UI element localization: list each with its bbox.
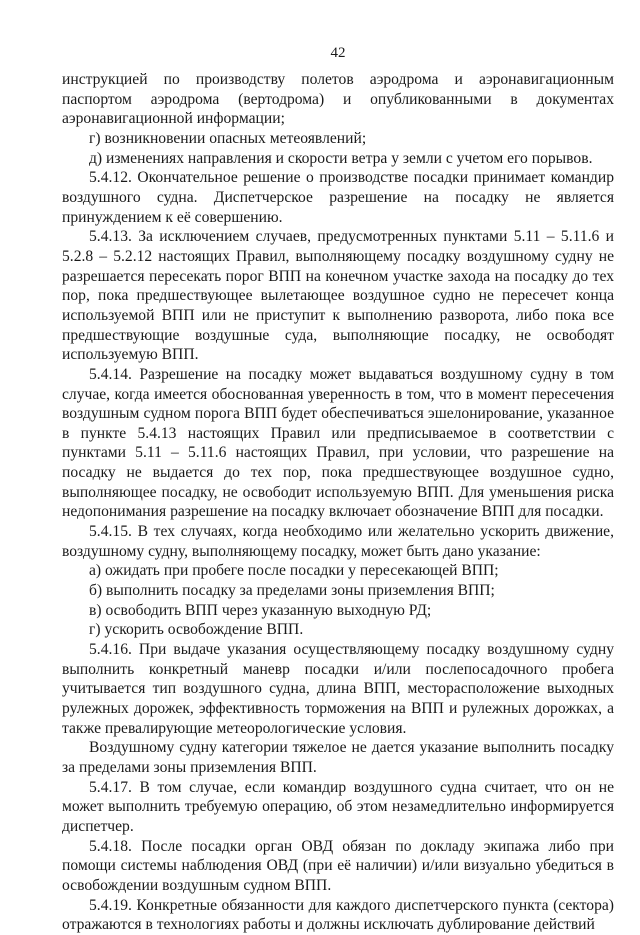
paragraph-5-4-13: 5.4.13. За исключением случаев, предусмотренных пунктами 5.11 – 5.11.6 и 5.2.8 – 5.2.12 настоящих Правил, выполняющему посадку воздушному судну не разрешается пересекать порог ВПП на конечном участке захода на посадку до тех пор, пока предшествующее вылетающее воздушное судно не пересечет конца используемой ВПП или не приступит к выполнению разворота, либо пока все предшествующие воздушные суда, выполняющие посадку, не освободят используемую ВПП. <box>62 228 614 364</box>
document-page <box>62 0 614 934</box>
paragraph-5-4-14: 5.4.14. Разрешение на посадку может выдаваться воздушному судну в том случае, когда имеется обоснованная уверенность в том, что в момент пересечения воздушным судном порога ВПП будет обеспечиваться эшелонирование, указанное в пункте 5.4.13 настоящих Правил или предписываемое в соответствии с пунктами 5.11 – 5.11.6 настоящих Правил, при условии, что разрешение на посадку не выдается до тех пор, пока предшествующее воздушное судно, выполняющее посадку, не освободит используемую ВПП. Для уменьшения риска недопонимания разрешение на посадку включает обозначение ВПП для посадки. <box>62 365 614 521</box>
paragraph-5-4-18: 5.4.18. После посадки орган ОВД обязан по докладу экипажа либо при помощи системы наблюдения ОВД (при её наличии) и/или визуально убедиться в освобождении воздушным судном ВПП. <box>62 837 614 894</box>
list-item-b: б) выполнить посадку за пределами зоны приземления ВПП; <box>89 582 495 600</box>
paragraph-continuation: инструкцией по производству полетов аэродрома и аэронавигационным паспортом аэродрома (вертодрома) и опубликованными в документах аэронавигационной информации; <box>62 71 614 128</box>
page-number: 42 <box>330 45 346 61</box>
paragraph-5-4-15: 5.4.15. В тех случаях, когда необходимо или желательно ускорить движение, воздушному судну, выполняющему посадку, может быть дано указание: <box>62 523 614 560</box>
paragraph-5-4-16: 5.4.16. При выдаче указания осуществляющему посадку воздушному судну выполнить конкретный маневр посадки и/или послепосадочного пробега учитывается тип воздушного судна, длина ВПП, месторасположение выходных рулежных дорожек, эффективность торможения на ВПП и рулежных дорожках, а также превалирующие метеорологические условия. <box>62 641 614 737</box>
paragraph-5-4-19: 5.4.19. Конкретные обязанности для каждого диспетчерского пункта (сектора) отражаются в технологиях работы и должны исключать дублирование действий <box>62 896 614 934</box>
list-item-g: г) ускорить освобождение ВПП. <box>89 621 304 639</box>
paragraph-heavy-aircraft: Воздушному судну категории тяжелое не дается указание выполнить посадку за пределами зоны приземления ВПП. <box>62 739 614 776</box>
list-item-a: а) ожидать при пробеге после посадки у пересекающей ВПП; <box>89 562 499 580</box>
list-item-v: в) освободить ВПП через указанную выходную РД; <box>89 601 432 619</box>
document-body <box>62 70 614 935</box>
paragraph-5-4-17: 5.4.17. В том случае, если командир воздушного судна считает, что он не может выполнить требуемую операцию, об этом незамедлительно информируется диспетчер. <box>62 778 614 835</box>
list-item-g-hazardous-weather: г) возникновении опасных метеоявлений; <box>89 129 367 147</box>
list-item-d-wind-changes: д) изменениях направления и скорости ветра у земли с учетом его порывов. <box>89 149 593 167</box>
paragraph-5-4-12: 5.4.12. Окончательное решение о производстве посадки принимает командир воздушного судна. Диспетчерское разрешение на посадку не является принуждением к её совершению. <box>62 169 614 226</box>
